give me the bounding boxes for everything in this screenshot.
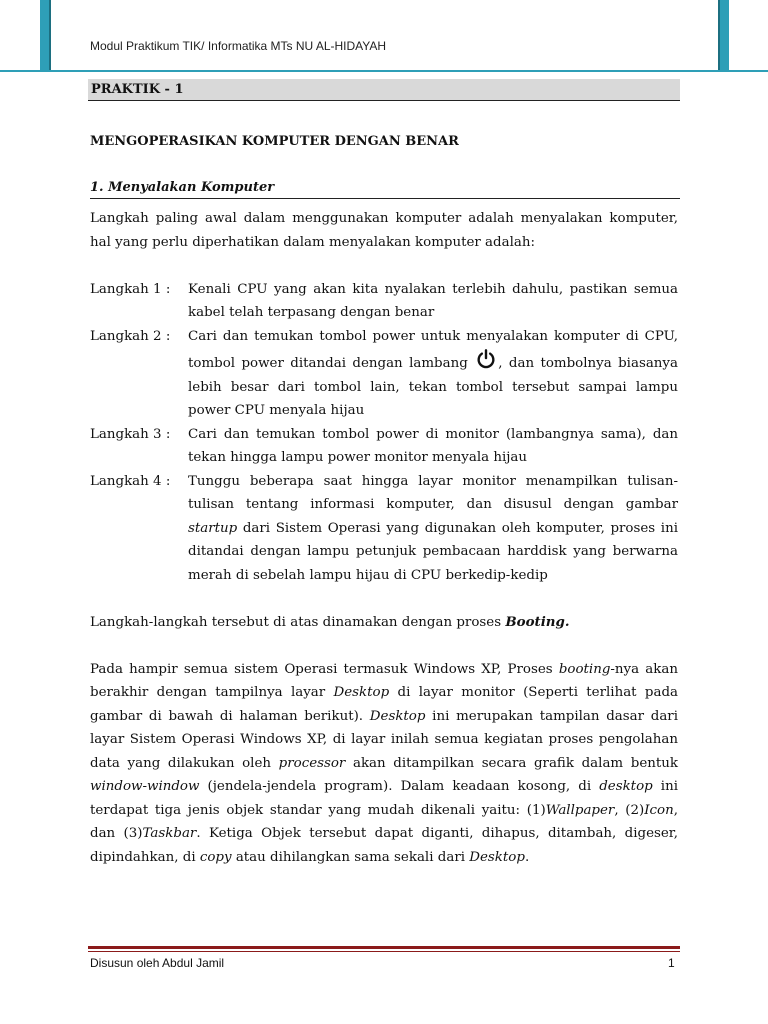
section-title: 1. Menyalakan Komputer (90, 180, 680, 199)
page-number: 1 (668, 956, 675, 970)
booting-paragraph: Langkah-langkah tersebut di atas dinamakan dengan proses Booting. (90, 613, 570, 630)
header-tab-left (40, 0, 51, 70)
footer-rule (88, 946, 680, 949)
header-text: Modul Praktikum TIK/ Informatika MTs NU AL-HIDAYAH (90, 39, 387, 53)
step-label: Langkah 2 : (90, 328, 171, 344)
body-content (90, 207, 678, 869)
header-rule (0, 70, 768, 72)
intro-paragraph: Langkah paling awal dalam menggunakan komputer adalah menyalakan komputer, hal yang perlu diperhatikan dalam menyalakan komputer adalah: (90, 211, 678, 250)
desktop-paragraph: Pada hampir semua sistem Operasi termasuk Windows XP, Proses booting-nya akan berakhir dengan tampilnya layar Desktop di layar monitor (Seperti terlihat pada gambar di bawah di halaman berikut). Desktop ini merupakan tampilan dasar dari layar Sistem Operasi Windows XP, di layar inilah semua kegiatan proses pengolahan data yang dilakukan oleh processor akan ditampilkan secara grafik dalam bentuk window-window (jendela-jendela program). Dalam keadaan kosong, di desktop ini terdapat tiga jenis objek standar yang mudah dikenali yaitu: (1)Wallpaper, (2)Icon, dan (3)Taskbar. Ketiga Objek tersebut dapat diganti, dihapus, ditambah, digeser, dipindahkan, di copy atau dihilangkan sama sekali dari Desktop. (90, 661, 679, 865)
header-tab-right (718, 0, 729, 70)
footer-author: Disusun oleh Abdul Jamil (90, 956, 225, 970)
step-1 (90, 278, 678, 325)
step-text: Cari dan temukan tombol power di monitor (lambangnya sama), dan tekan hingga lampu power monitor menyala hijau (188, 426, 678, 465)
step-2 (90, 325, 678, 423)
footer-rule-thin (88, 951, 680, 952)
step-text: Cari dan temukan tombol power untuk menyalakan komputer di CPU, tombol power ditandai dengan lambang , dan tombolnya biasanya lebih besar dari tombol lain, tekan tombol tersebut sampai lampu power CPU menyala hijau (188, 328, 678, 418)
step-text: Kenali CPU yang akan kita nyalakan terlebih dahulu, pastikan semua kabel telah terpasang dengan benar (188, 281, 678, 320)
step-text: Tunggu beberapa saat hingga layar monitor menampilkan tulisan-tulisan tentang informasi komputer, dan disusul dengan gambar startup dari Sistem Operasi yang digunakan oleh komputer, proses ini ditandai dengan lampu petunjuk pembacaan harddisk yang berwarna merah di sebelah lampu hijau di CPU berkedip-kedip (188, 473, 678, 583)
step-label: Langkah 1 : (90, 281, 171, 297)
step-label: Langkah 4 : (90, 473, 171, 489)
step-4 (90, 470, 678, 588)
page-title: MENGOPERASIKAN KOMPUTER DENGAN BENAR (90, 134, 459, 149)
praktik-label: PRAKTIK - 1 (88, 79, 680, 101)
power-icon (475, 348, 497, 370)
step-label: Langkah 3 : (90, 426, 171, 442)
step-3 (90, 423, 678, 470)
